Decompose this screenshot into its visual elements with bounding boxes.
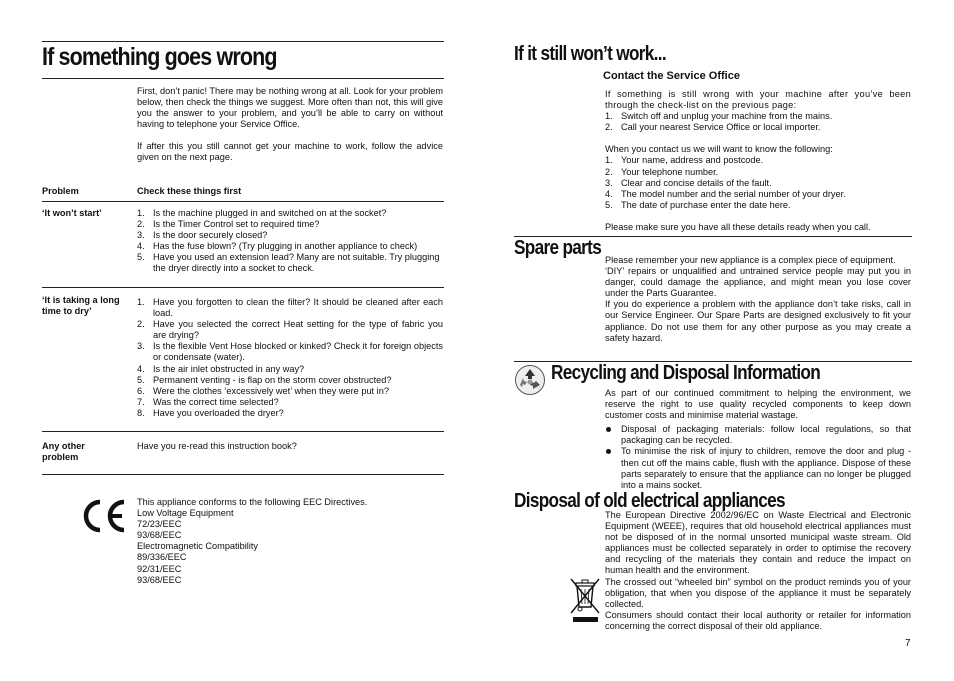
list-item: 1. Is the machine plugged in and switched on at the socket? [137, 208, 387, 218]
list-item: 2. Have you selected the correct Heat setting for the type of fabric you are drying? [137, 319, 443, 341]
problem-label: ‘It won’t start’ [42, 208, 102, 218]
disposal-text: The European Directive 2002/96/EC on Waste Electrical and Electronic Equipment (WEEE), requires that old household electrical appliances must not be disposed of in the normal unsorted municipal waste stream. Old appliances must be collected separately in order to optimise the recovery and recycling of the materials they contain and reduce the impact on human health and the environment. The crossed out “wheeled bin” symbol on the product reminds you of your obligation, that when you dispose of the appliance it must be separately collected. Consumers should contact their local authority or retailer for information concerning the correct disposal of their old appliance. [605, 510, 911, 631]
section-title-disposal: Disposal of old electrical appliances [514, 490, 785, 512]
table-row-rule [42, 431, 444, 432]
service-info-list [605, 155, 911, 210]
check-list [137, 208, 443, 275]
ce-line: 93/68/EEC [137, 530, 182, 541]
table-row-rule [42, 287, 444, 288]
list-item: 2. Call your nearest Service Office or local importer. [605, 122, 821, 133]
page-number: 7 [905, 638, 911, 649]
list-item: 7. Was the correct time selected? [137, 396, 279, 407]
list-item: 6. Were the clothes ‘excessively wet’ when they were put in? [137, 385, 389, 396]
list-item: 4. Is the air inlet obstructed in any way? [137, 363, 305, 374]
recycling-bullets [605, 424, 911, 491]
intro-paragraph-2: If after this you still cannot get your machine to work, follow the advice given on the next page. [137, 141, 443, 163]
crossed-out-wheeled-bin-icon [568, 577, 602, 625]
column-header-checks: Check these things first [137, 186, 242, 196]
ce-line: 89/336/EEC [137, 552, 187, 563]
service-steps [605, 111, 911, 133]
intro-text [137, 86, 443, 164]
list-item: 3. Clear and concise details of the fault. [605, 177, 772, 188]
recycling-text [605, 388, 911, 491]
problem-label: Any other problem [42, 441, 85, 463]
service-paragraph: When you contact us we will want to know the following: [605, 144, 833, 155]
intro-paragraph-1: First, don’t panic! There may be nothing wrong at all. Look for your problem below, then check the things we suggest. More often than not, this will give you the answer to your problem, and you’ll be able to carry on without having to telephone your Service Office. [137, 86, 443, 130]
check-list [137, 297, 443, 419]
ce-line: Low Voltage Equipment [137, 508, 234, 519]
service-office-text [605, 89, 911, 233]
ce-mark-icon [80, 499, 128, 533]
ce-line: 92/31/EEC [137, 563, 182, 574]
top-rule-left [42, 41, 444, 42]
list-item: 5. Have you used an extension lead? Many are not suitable. Try plugging the dryer directly into a socket to check. [137, 252, 440, 274]
list-item: 2. Is the Timer Control set to required time? [137, 219, 320, 230]
list-item: 1. Have you forgotten to clean the filter? It should be cleaned after each load. [137, 297, 443, 319]
check-text: Have you re-read this instruction book? [137, 441, 297, 451]
ce-line: This appliance conforms to the following EEC Directives. [137, 497, 368, 507]
table-header-rule [42, 201, 444, 202]
spare-parts-text: Please remember your new appliance is a complex piece of equipment. ‘DIY’ repairs or unqualified and untrained service people may put you in danger, could damage the appliance, and might mean you lose cover under the Parts Guarantee. If you do experience a problem with the appliance don’t take risks, call in our Service Engineer. Our Spare Parts are designed exclusively to fit your appliance. Do not use them for any other purpose as you may create a safety hazard. [605, 255, 911, 343]
page-title: If something goes wrong [42, 43, 277, 71]
list-item: 4. Has the fuse blown? (Try plugging in another appliance to check) [137, 241, 418, 252]
ce-line: 72/23/EEC [137, 519, 182, 530]
list-item: 1. Your name, address and postcode. [605, 155, 764, 166]
list-item: To minimise the risk of injury to children, remove the door and plug - then cut off the mains cable, flush with the appliance. Dispose of these parts separately to ensure that the appliance can no longer be plugged into a mains socket. [605, 446, 911, 490]
list-item: 8. Have you overloaded the dryer? [137, 407, 284, 418]
section-subtitle-service-office: Contact the Service Office [603, 70, 740, 82]
list-item: Disposal of packaging materials: follow local regulations, so that packaging can be recycled. [605, 424, 911, 446]
list-item: 5. The date of purchase enter the date here. [605, 199, 791, 210]
table-bottom-rule [42, 474, 444, 475]
column-header-problem: Problem [42, 186, 79, 196]
list-item: 3. Is the flexible Vent Hose blocked or kinked? Check it for foreign objects or condensate (water). [137, 341, 443, 363]
list-item: 1. Switch off and unplug your machine from the mains. [605, 111, 833, 122]
ce-line: 93/68/EEC [137, 574, 182, 585]
title-underline-left [42, 78, 444, 79]
list-item: 2. Your telephone number. [605, 166, 719, 177]
list-item: 3. Is the door securely closed? [137, 230, 268, 241]
list-item: 4. The model number and the serial number of your dryer. [605, 188, 846, 199]
problem-label: ‘It is taking a long time to dry’ [42, 295, 120, 317]
list-item: 5. Permanent venting - is flap on the storm cover obstructed? [137, 374, 392, 385]
section-title-recycling: Recycling and Disposal Information [551, 362, 821, 384]
section-title-still-wont-work: If it still won’t work... [514, 43, 666, 65]
service-paragraph: Please make sure you have all these details ready when you call. [605, 221, 871, 232]
ce-directives [137, 497, 367, 586]
service-paragraph: If something is still wrong with your machine after you’ve been through the check-list on the previous page: [605, 89, 911, 111]
ce-line: Electromagnetic Compatibility [137, 541, 259, 552]
recycling-intro: As part of our continued commitment to helping the environment, we reserve the right to use quality recycled components to keep down customer costs and minimise material wastage. [605, 388, 911, 421]
section-title-spare-parts: Spare parts [514, 237, 602, 259]
recycling-icon [514, 364, 546, 396]
